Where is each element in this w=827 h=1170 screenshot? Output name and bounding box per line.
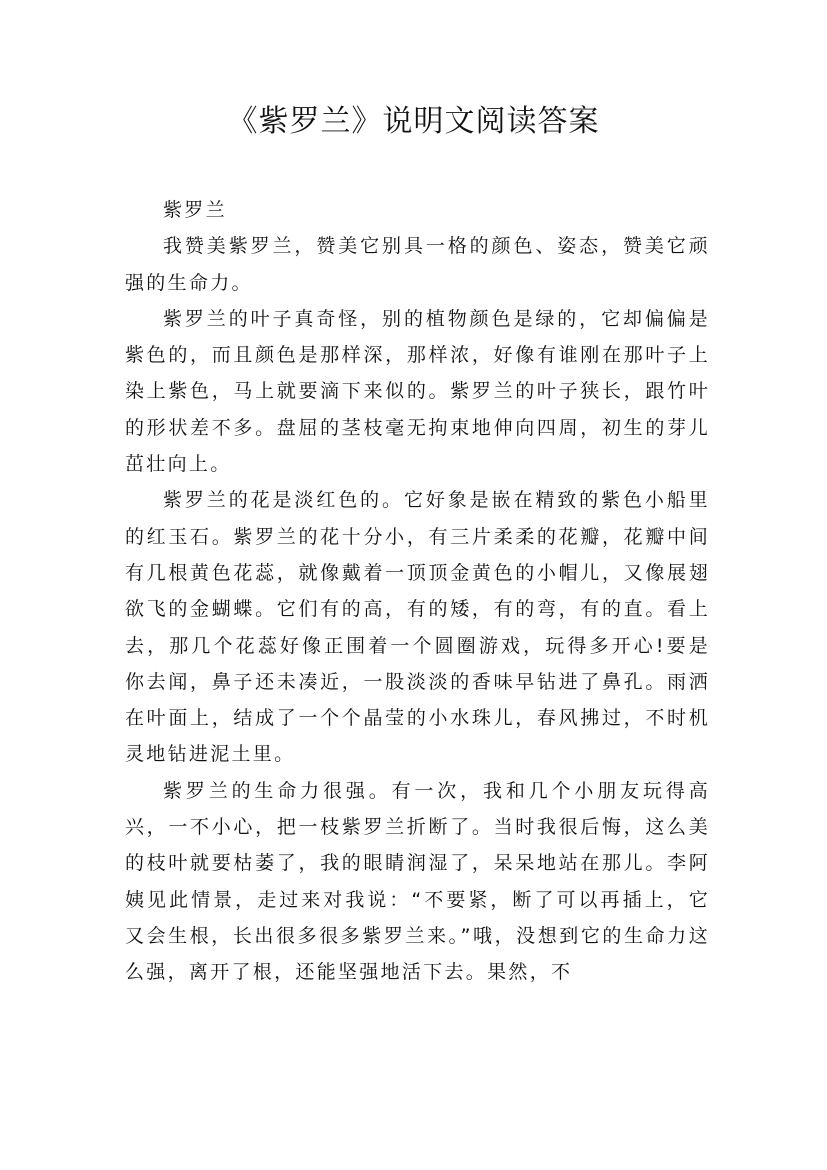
paragraph-heading: 紫罗兰: [163, 199, 227, 221]
paragraph: 我赞美紫罗兰，赞美它别具一格的颜色、姿态，赞美它顽强的生命力。: [125, 235, 710, 294]
document-body: [125, 192, 710, 991]
paragraph: 紫罗兰的生命力很强。有一次，我和几个小朋友玩得高兴，一不小心，把一枝紫罗兰折断了。当时我很后悔，这么美的枝叶就要枯萎了，我的眼睛润湿了，呆呆地站在那儿。李阿姨见此情景，走过来对我说：“不要紧，断了可以再插上，它又会生根，长出很多很多紫罗兰来。”哦，没想到它的生命力这么强，离开了根，还能坚强地活下去。果然，不: [125, 779, 710, 984]
document-title: 《紫罗兰》说明文阅读答案: [227, 104, 600, 139]
paragraph: 紫罗兰的花是淡红色的。它好象是嵌在精致的紫色小船里的红玉石。紫罗兰的花十分小，有三片柔柔的花瓣，花瓣中间有几根黄色花蕊，就像戴着一顶顶金黄色的小帽儿，又像展翅欲飞的金蝴蝶。它们有的高，有的矮，有的弯，有的直。看上去，那几个花蕊好像正围着一个圆圈游戏，玩得多开心!要是你去闻，鼻子还未凑近，一股淡淡的香味早钻进了鼻孔。雨洒在叶面上，结成了一个个晶莹的小水珠儿，春风拂过，不时机灵地钻进泥土里。: [125, 489, 710, 766]
paragraph: 紫罗兰的叶子真奇怪，别的植物颜色是绿的，它却偏偏是紫色的，而且颜色是那样深，那样浓，好像有谁刚在那叶子上染上紫色，马上就要滴下来似的。紫罗兰的叶子狭长，跟竹叶的形状差不多。盘屈的茎枝毫无拘束地伸向四周，初生的芽儿茁壮向上。: [125, 307, 710, 476]
